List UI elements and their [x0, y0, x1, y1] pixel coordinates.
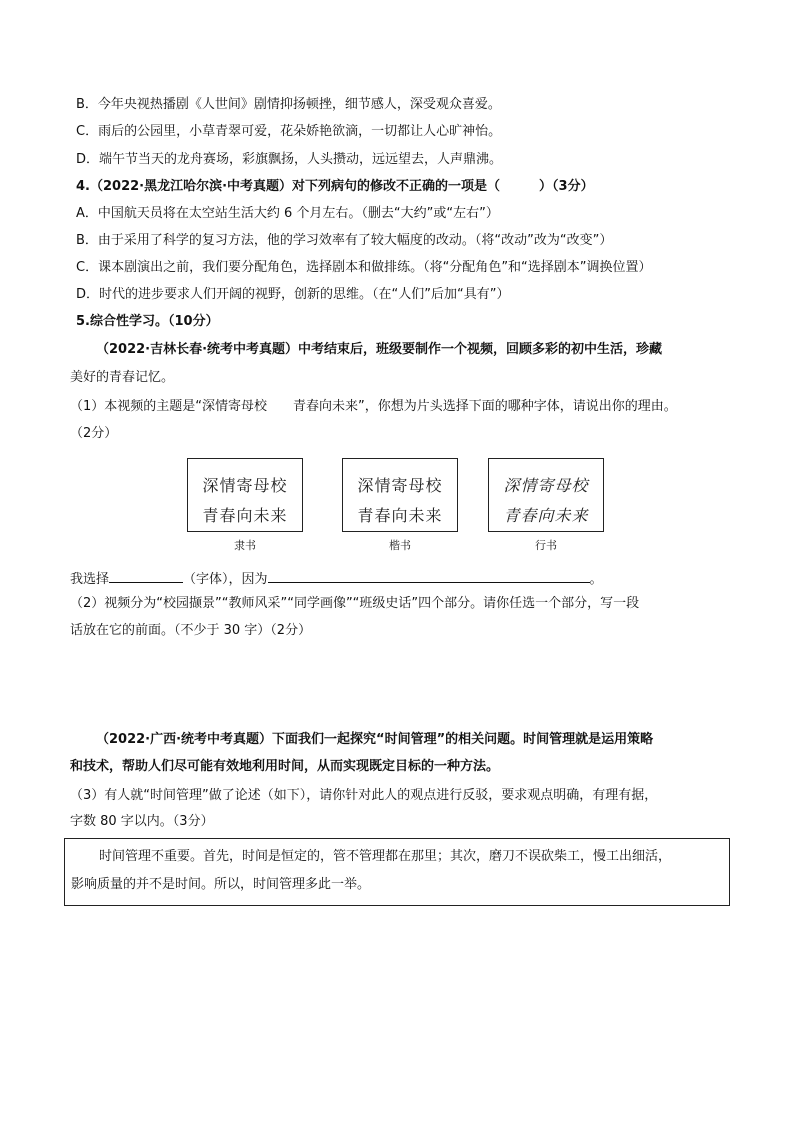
q5-sub2-line2: 话放在它的前面。（不少于 30 字）（2分） — [70, 623, 312, 638]
q4-option-b: B．由于采用了科学的复习方法，他的学习效率有了较大幅度的改动。（将“改动”改为“改变”） — [76, 233, 613, 248]
quote-line1: 时间管理不重要。首先，时间是恒定的，管不管理都在那里；其次，磨刀不误砍柴工，慢工出细活， — [99, 849, 672, 864]
q4-option-d: D．时代的进步要求人们开阔的视野，创新的思维。（在“人们”后加“具有”） — [76, 287, 510, 302]
font-sample-line1: 深情寄母校 — [503, 476, 589, 495]
answer-end: 。 — [589, 572, 603, 587]
q6-intro-line1: （2022·广西·统考中考真题）下面我们一起探究“时间管理”的相关问题。时间管理就是运用策略 — [96, 732, 654, 747]
reason-blank[interactable] — [268, 568, 590, 583]
q3-option-d: D．端午节当天的龙舟赛场，彩旗飘扬，人头攒动，远远望去，人声鼎沸。 — [76, 152, 503, 167]
answer-middle: （字体），因为 — [183, 572, 268, 587]
font-sample-line2: 青春向未来 — [202, 506, 288, 525]
answer-prefix: 我选择 — [70, 572, 110, 587]
q5-answer-line — [70, 568, 603, 589]
font-caption-xingshu: 行书 — [535, 539, 557, 552]
quote-line2: 影响质量的并不是时间。所以，时间管理多此一举。 — [71, 877, 371, 892]
q6-intro-line2: 和技术，帮助人们尽可能有效地利用时间，从而实现既定目标的一种方法。 — [70, 759, 500, 774]
q4-option-a: A．中国航天员将在太空站生活大约 6 个月左右。（删去“大约”或“左右”） — [76, 206, 499, 221]
font-sample-line2: 青春向未来 — [503, 506, 589, 525]
q4-stem: 4.（2022·黑龙江哈尔滨·中考真题）对下列病句的修改不正确的一项是（ ）（3分） — [76, 179, 594, 194]
q5-sub2-line1: （2）视频分为“校园撷景”“教师风采”“同学画像”“班级史话”四个部分。请你任选一个部分，写一段 — [70, 596, 640, 611]
font-caption-lishu: 隶书 — [234, 539, 256, 552]
font-sample-line2: 青春向未来 — [357, 506, 443, 525]
q5-sub1-line2: （2分） — [70, 426, 118, 441]
q5-title: 5.综合性学习。（10分） — [76, 314, 219, 329]
q5-sub1-line1: （1）本视频的主题是“深情寄母校 青春向未来”，你想为片头选择下面的哪种字体，请说出你的理由。 — [70, 399, 677, 414]
font-sample-xingshu — [488, 458, 604, 532]
q5-intro-text: （2022·吉林长春·统考中考真题）中考结束后，班级要制作一个视频，回顾多彩的初中生活，珍藏 — [96, 342, 663, 357]
font-choice-blank[interactable] — [109, 568, 183, 583]
font-sample-line1: 深情寄母校 — [357, 476, 443, 495]
q6-sub3-line2: 字数 80 字以内。（3分） — [70, 814, 214, 829]
q5-intro-line1 — [96, 341, 662, 359]
q5-intro-line2: 美好的青春记忆。 — [70, 370, 175, 385]
font-sample-kaishu — [342, 458, 458, 532]
q3-option-c: C．雨后的公园里，小草青翠可爱，花朵娇艳欲滴，一切都让人心旷神怡。 — [76, 124, 502, 139]
q4-option-c: C．课本剧演出之前，我们要分配角色，选择剧本和做排练。（将“分配角色”和“选择剧本”调换位置） — [76, 260, 652, 275]
font-sample-line1: 深情寄母校 — [202, 476, 288, 495]
font-sample-lishu — [187, 458, 303, 532]
q3-option-b: B．今年央视热播剧《人世间》剧情抑扬顿挫，细节感人，深受观众喜爱。 — [76, 97, 501, 112]
quote-box — [64, 838, 730, 906]
font-caption-kaishu: 楷书 — [389, 539, 411, 552]
q6-sub3-line1: （3）有人就“时间管理”做了论述（如下），请你针对此人的观点进行反驳，要求观点明确，有理有据， — [70, 788, 658, 803]
